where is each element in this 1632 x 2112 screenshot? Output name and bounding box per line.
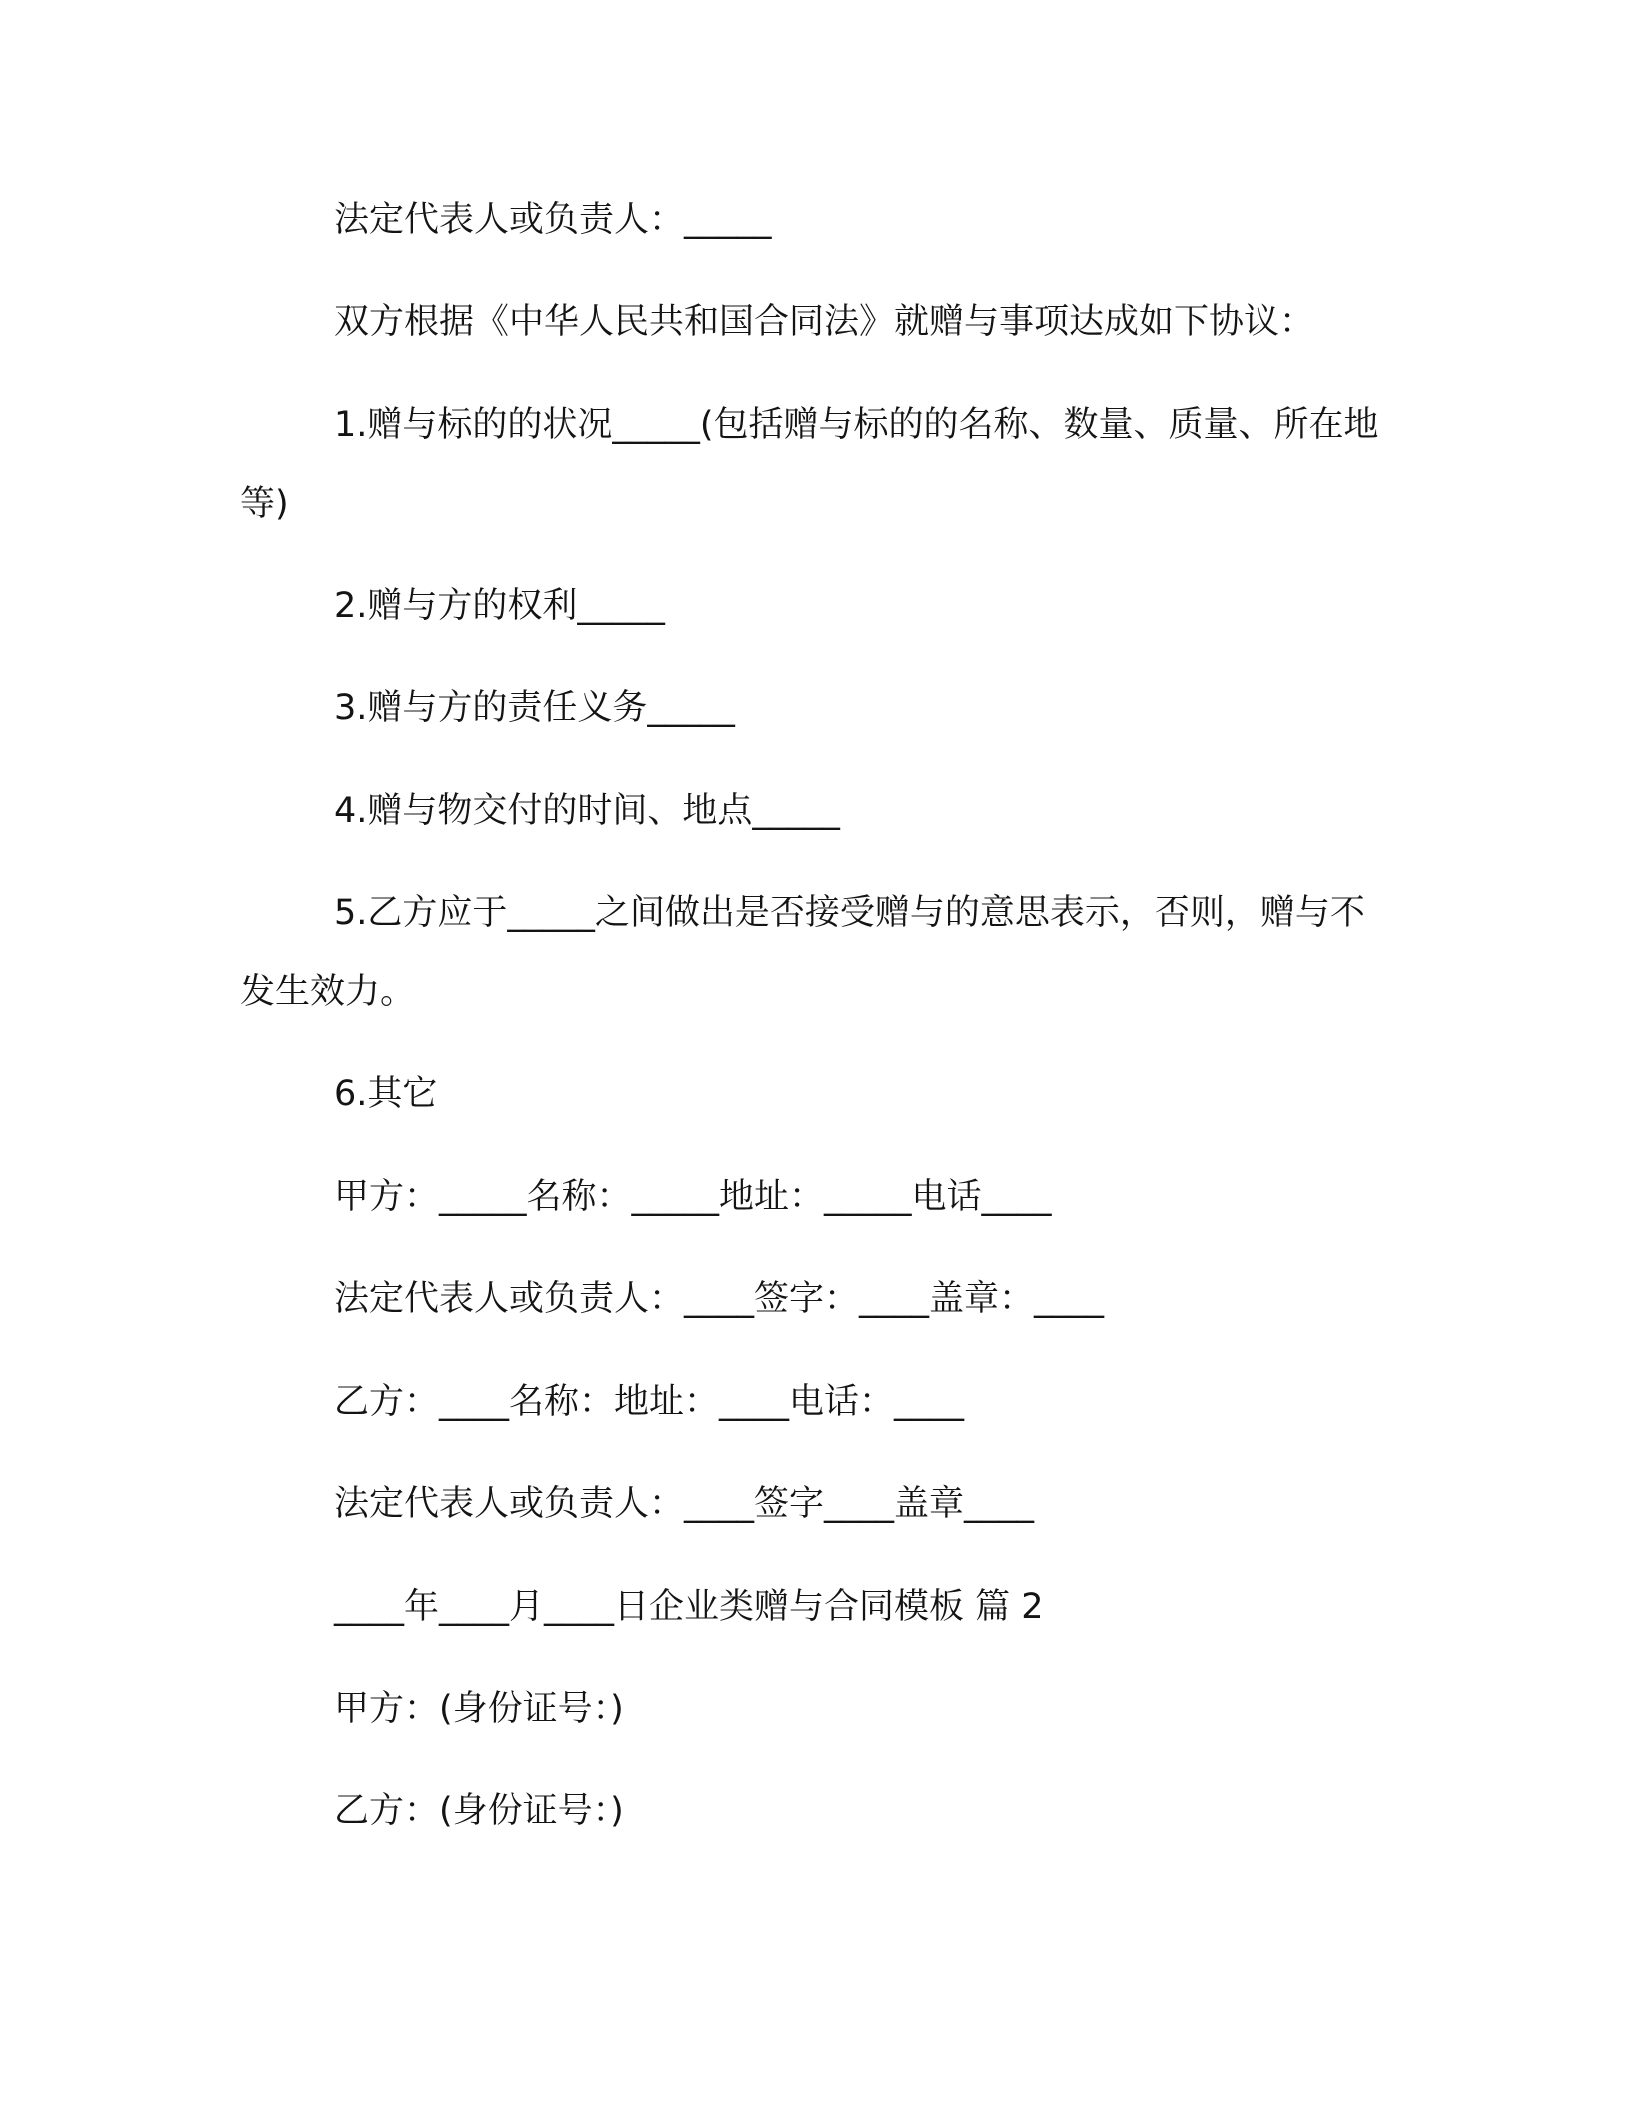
clause-3-donor-obligations: 3.赠与方的责任义务_____ [334, 688, 735, 728]
clause-5-acceptance: 5.乙方应于_____之间做出是否接受赠与的意思表示，否则，赠与不发生效力。 [240, 893, 1365, 1012]
party-a-info: 甲方：_____名称：_____地址：_____电话____ [334, 1177, 1052, 1217]
agreement-intro: 双方根据《中华人民共和国合同法》就赠与事项达成如下协议： [334, 302, 1315, 342]
clause-1-gift-subject: 1.赠与标的的状况_____(包括赠与标的的名称、数量、质量、所在地等) [240, 405, 1379, 524]
party-b-id: 乙方：(身份证号：) [334, 1791, 624, 1831]
party-b-info: 乙方：____名称：地址：____电话：____ [334, 1382, 965, 1422]
clause-2-donor-rights: 2.赠与方的权利_____ [334, 586, 665, 626]
clause-6-other: 6.其它 [334, 1074, 438, 1114]
party-a-signature: 法定代表人或负责人：____签字：____盖章：____ [334, 1279, 1105, 1319]
party-b-signature: 法定代表人或负责人：____签字____盖章____ [334, 1484, 1035, 1524]
party-a-id: 甲方：(身份证号：) [334, 1689, 624, 1729]
date-and-template-title: ____年____月____日企业类赠与合同模板 篇 2 [334, 1587, 1044, 1627]
clause-4-delivery-time-place: 4.赠与物交付的时间、地点_____ [334, 791, 840, 831]
legal-representative-line-1: 法定代表人或负责人：_____ [334, 200, 772, 240]
